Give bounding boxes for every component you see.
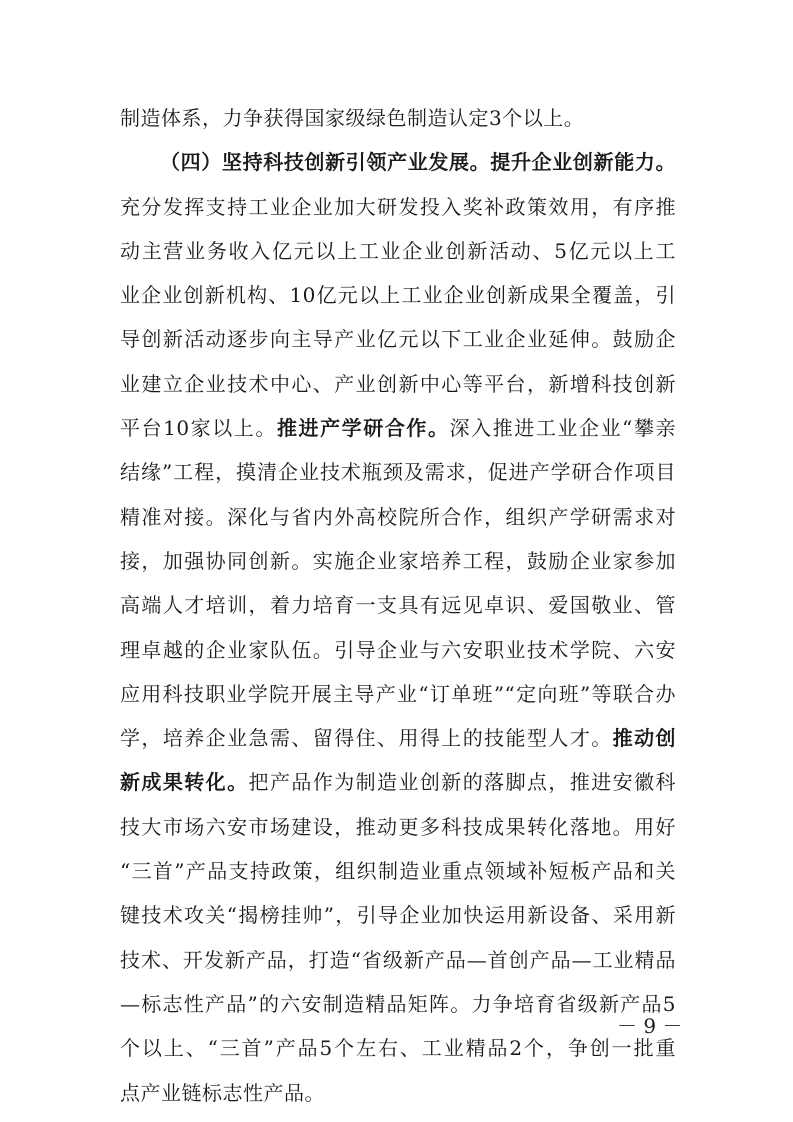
bold-text-segment: 推动创 [612,726,677,751]
text-segment: 键技术攻关“揭榜挂帅”，引导企业加快运用新设备、采用新 [120,903,676,928]
text-line [120,760,676,804]
text-segment: —标志性产品”的六安制造精品矩阵。力争培育省级新产品5 [120,991,676,1016]
text-line [120,406,676,450]
bold-text-segment: 新成果转化。 [120,770,249,795]
page-number: － 9 － [617,1014,683,1038]
bold-text-segment: 推进产学研合作。 [276,416,450,441]
text-line [120,982,676,1026]
text-segment: 平台10家以上。 [120,416,277,441]
text-line [120,893,676,937]
text-segment: 点产业链标志性产品。 [120,1080,325,1105]
text-line [120,229,676,273]
text-segment: 技术、开发新产品，打造“省级新产品—首创产品—工业精品 [120,947,676,972]
text-segment: 制造体系，力争获得国家级绿色制造认定3个以上。 [120,106,585,130]
text-segment: 个以上、“三首”产品5个左右、工业精品2个，争创一批重 [120,1036,676,1061]
text-segment: 深入推进工业企业“攀亲 [449,416,677,441]
text-segment: 把产品作为制造业创新的落脚点，推进安徽科 [248,770,677,795]
body-text [120,96,676,1115]
text-line [120,185,676,229]
text-line [120,1071,676,1115]
text-segment: “三首”产品支持政策，组织制造业重点领域补短板产品和关 [120,859,676,884]
text-line [120,849,676,893]
text-segment: 导创新活动逐步向主导产业亿元以下工业企业延伸。鼓励企 [120,327,676,352]
text-line [120,938,676,982]
text-line [120,362,676,406]
text-segment: 动主营业务收入亿元以上工业企业创新活动、5亿元以上工 [120,238,676,263]
text-line [120,672,676,716]
text-segment: 精准对接。深化与省内外高校院所合作，组织产学研需求对 [120,504,676,529]
text-segment: 理卓越的企业家队伍。引导企业与六安职业技术学院、六安 [120,637,676,662]
text-segment: 应用科技职业学院开展主导产业“订单班”“定向班”等联合办 [120,681,676,706]
text-segment: 接，加强协同创新。实施企业家培养工程，鼓励企业家参加 [120,548,676,573]
text-line [120,317,676,361]
text-segment: 业建立企业技术中心、产业创新中心等平台，新增科技创新 [120,371,676,396]
text-segment: 结缘”工程，摸清企业技术瓶颈及需求，促进产学研合作项目 [120,460,676,485]
text-line [120,628,676,672]
text-line [120,539,676,583]
text-line [120,583,676,627]
text-line [120,805,676,849]
text-line [120,716,676,760]
text-line [120,140,676,184]
text-line [120,1026,676,1070]
text-line [120,450,676,494]
text-segment: 技大市场六安市场建设，推动更多科技成果转化落地。用好 [120,814,676,839]
text-line [120,273,676,317]
text-segment: 高端人才培训，着力培育一支具有远见卓识、爱国敬业、管 [120,593,676,618]
text-segment: 学，培养企业急需、留得住、用得上的技能型人才。 [120,726,613,751]
text-segment: 业企业创新机构、10亿元以上工业企业创新成果全覆盖，引 [120,283,676,308]
text-line [120,96,676,140]
text-line [120,495,676,539]
text-segment: 充分发挥支持工业企业加大研发投入奖补政策效用，有序推 [120,194,676,219]
bold-text-segment: （四）坚持科技创新引领产业发展。提升企业创新能力。 [160,150,676,175]
